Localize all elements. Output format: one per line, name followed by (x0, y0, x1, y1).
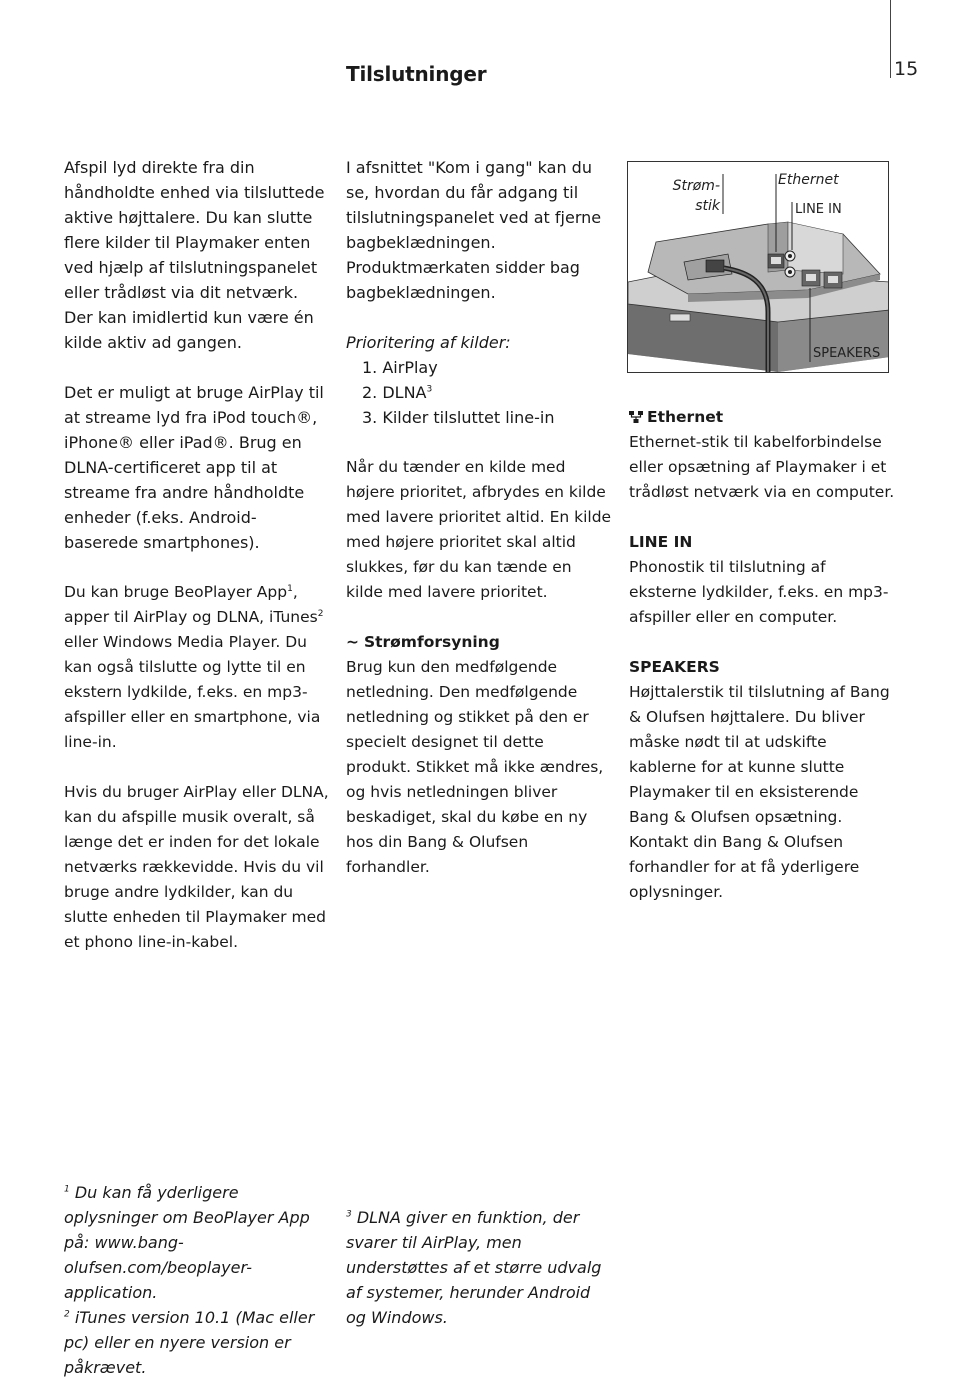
priority-paragraph: Når du tænder en kilde med højere prioritet, afbrydes en kilde med lavere prioritet altid. En kilde med højere prioritet skal altid slukkes, før du kan tænde en kilde med lavere prioritet. (346, 458, 612, 601)
list-item: 1. AirPlay (362, 358, 438, 377)
page-number: 15 (894, 58, 919, 80)
footnote-1: $^1$ Du kan få yderligere oplysninger om BeoPlayer App på: www.bang-olufsen.com/beoplayer-application. (64, 1183, 310, 1302)
connection-panel-illustration (627, 161, 889, 373)
power-socket-label: Strøm- stik (672, 178, 720, 214)
access-paragraph: I afsnittet "Kom i gang" kan du se, hvordan du får adgang til tilslutningspanelet ved at fjerne bagbeklædningen. Produktmærkaten sidder bag bagbeklædningen. (346, 158, 602, 302)
line-in-text: Phonostik til tilslutning af eksterne lydkilder, f.eks. en mp3-afspiller eller en computer. (629, 558, 889, 626)
line-in-section (629, 530, 895, 630)
footnotes-left (64, 1180, 332, 1380)
column-middle (346, 155, 612, 905)
speakers-section (629, 655, 895, 905)
power-heading: Strømforsyning (363, 633, 500, 651)
priority-heading: Prioritering af kilder: (346, 333, 511, 352)
ethernet-section (629, 405, 895, 505)
speakers-text: Højttalerstik til tilslutning af Bang & Olufsen højttalere. Du bliver måske nødt til at udskifte kablerne for at kunne slutte Playmaker til en eksisterende Bang & Olufsen opsætning. Kontakt din Bang & Olufsen forhandler for at få yderligere oplysninger. (629, 683, 890, 901)
power-text: Brug kun den medfølgende netledning. Den medfølgende netledning og stikket på den er specielt designet til dette produkt. Stikket må ikke ændres, og hvis netledningen bliver beskadiget, skal du købe en ny hos din Bang & Olufsen forhandler. (346, 658, 604, 876)
column-right (629, 405, 895, 930)
line-in-label: LINE IN (795, 202, 842, 217)
airplay-paragraph: Det er muligt at bruge AirPlay til at streame lyd fra iPod touch®, iPhone® eller iPad®. Brug en DLNA-certificeret app til at streame fra andre håndholdte enheder (f.eks. Android-baserede smartphones). (64, 383, 324, 552)
line-in-heading: LINE IN (629, 533, 693, 551)
ethernet-label: Ethernet (778, 172, 839, 188)
network-icon (629, 411, 643, 423)
page-title: Tilslutninger (346, 62, 487, 86)
speakers-label: SPEAKERS (813, 346, 881, 361)
page-edge-rule (890, 0, 891, 78)
list-item: 3. Kilder tilsluttet line-in (362, 408, 555, 427)
network-paragraph: Hvis du bruger AirPlay eller DLNA, kan du afspille musik overalt, så længe det er inden for det lokale netværks rækkevidde. Hvis du vil bruge andre lydkilder, kan du slutte enheden til Playmaker med et phono line-in-kabel. (64, 783, 329, 951)
ethernet-heading: Ethernet (647, 408, 724, 426)
column-left (64, 155, 330, 980)
list-item: 2. DLNA$^3$ (362, 383, 433, 402)
footnote-3: $^3$ DLNA giver en funktion, der svarer til AirPlay, men understøttes af et større udvalg af systemer, herunder Android og Windows. (346, 1208, 602, 1327)
ethernet-text: Ethernet-stik til kabelforbindelse eller opsætning af Playmaker i et trådløst netværk via en computer. (629, 433, 895, 501)
power-symbol: ~ (346, 633, 359, 651)
footnotes-middle (346, 1205, 614, 1330)
priority-list (346, 355, 612, 430)
intro-paragraph: Afspil lyd direkte fra din håndholdte enhed via tilsluttede aktive højttalere. Du kan slutte flere kilder til Playmaker enten ved hjælp af tilslutningspanelet eller trådløst via dit netværk. Der kan imidlertid kun være én kilde aktiv ad gangen. (64, 158, 325, 352)
footnote-2: $^2$ iTunes version 10.1 (Mac eller pc) eller en nyere version er påkrævet. (64, 1308, 315, 1377)
panel-drawing (628, 162, 889, 373)
power-section (346, 630, 612, 880)
speakers-heading: SPEAKERS (629, 658, 720, 676)
apps-paragraph: Du kan bruge BeoPlayer App$^1$, apper til AirPlay og DLNA, iTunes$^2$ eller Windows Media Player. Du kan også tilslutte og lytte til en ekstern lydkilde, f.eks. en mp3-afspiller eller en smartphone, via line-in. (64, 583, 324, 751)
